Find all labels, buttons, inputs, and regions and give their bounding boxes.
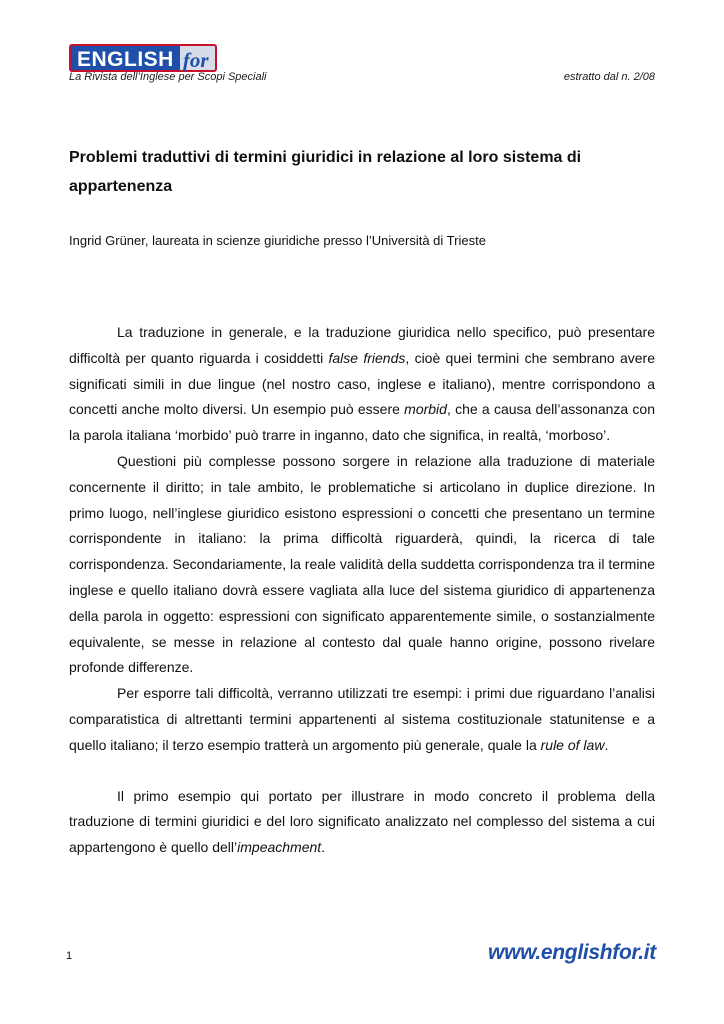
term-impeachment: impeachment: [237, 839, 322, 856]
term-morbid: morbid: [404, 401, 447, 418]
logo-for-text: for: [180, 44, 217, 72]
article-author: Ingrid Grüner, laureata in scienze giuridiche presso l’Università di Trieste: [69, 233, 486, 248]
logo-main-text: ENGLISH: [69, 44, 180, 72]
issue-label: estratto dal n. 2/08: [563, 71, 655, 83]
paragraph-2: Questioni più complesse possono sorgere in relazione alla traduzione di materiale concernente il diritto; in tale ambito, le problematiche si articolano in duplice direzione. In primo luogo, nell’inglese giuridico esistono espressioni o concetti che presentano un termine corrispondente in italiano: la prima difficoltà riguarderà, quindi, la ricerca di tale corrispondenza. Secondariamente, la reale validità della suddetta corrispondenza tra il termine inglese e quello italiano dovrà essere vagliata alla luce del sistema giuridico di appartenenza della parola in oggetto: espressioni con significato apparentemente simile, o sostanzialmente equivalente, se messe in relazione al contesto dal quale hanno origine, possono rivelare profonde differenze.: [69, 452, 655, 676]
paragraph-4: Il primo esempio qui portato per illustrare in modo concreto il problema della traduzione di termini giuridici e del loro significato analizzato nel complesso del sistema a cui appartengono è quello dell’impeachment.: [69, 787, 655, 856]
article-title: Problemi traduttivi di termini giuridici in relazione al loro sistema di appartenenza: [69, 149, 582, 195]
englishfor-logo: [69, 44, 217, 72]
article-body: [69, 320, 655, 861]
magazine-subtitle: La Rivista dell’Inglese per Scopi Speciali: [69, 71, 267, 83]
term-false-friends: false friends: [328, 349, 406, 366]
paragraph-1: La traduzione in generale, e la traduzione giuridica nello specifico, può presentare difficoltà per quanto riguarda i cosiddetti false friends, cioè quei termini che sembrano avere significati simili in due lingue (nel nostro caso, inglese e italiano), mentre corrispondono a concetti anche molto diversi. Un esempio può essere morbid, che a causa dell’assonanza con la parola italiana ‘morbido’ può trarre in inganno, dato che significa, in realtà, ‘morboso’.: [69, 324, 656, 444]
paragraph-3: Per esporre tali difficoltà, verranno utilizzati tre esempi: i primi due riguardano l’analisi comparatistica di altrettanti termini appartenenti al sistema costituzionale statunitense e a quello italiano; il terzo esempio tratterà un argomento più generale, quale la rule of law.: [69, 685, 655, 753]
term-rule-of-law: rule of law: [540, 736, 605, 753]
page-number: 1: [66, 950, 73, 962]
website-url[interactable]: www.englishfor.it: [488, 941, 656, 964]
